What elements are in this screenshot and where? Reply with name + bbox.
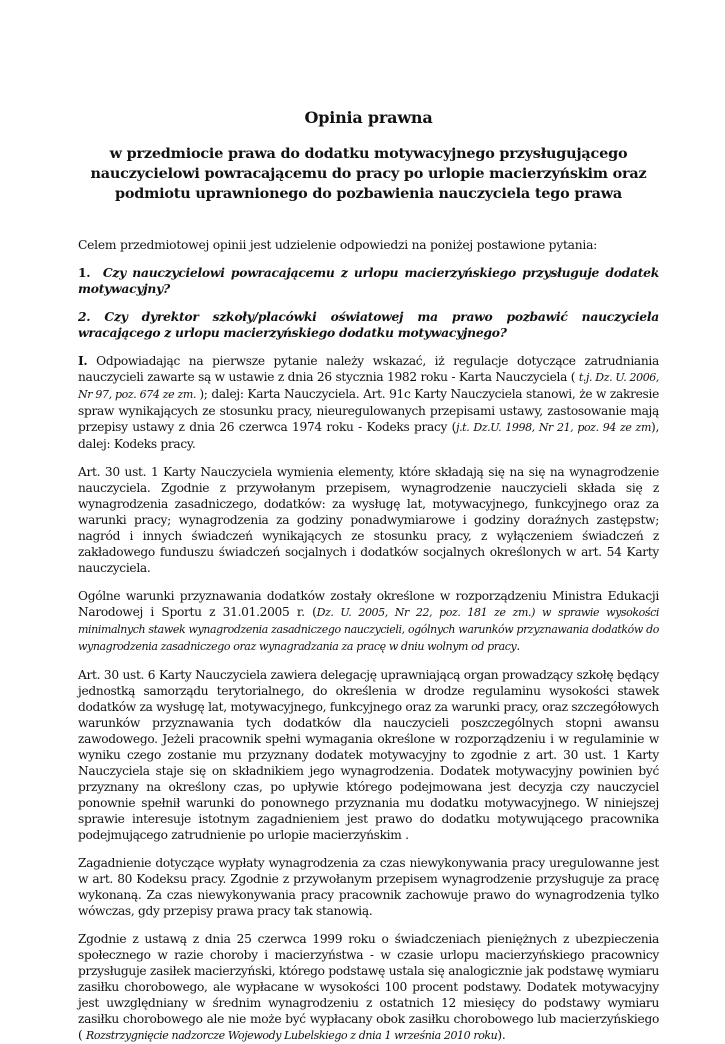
paragraph-2: Art. 30 ust. 1 Karty Nauczyciela wymienia elementy, które składają się na się na wynagrodzenie nauczyciela. Zgodnie z przywołanym przepisem, wynagrodzenie nauczycieli składa się z wynagrodzenia zasadniczego, dodatków: za wysługę lat, motywacyjnego, funkcyjnego oraz za warunki pracy; wynagrodzenia za godziny ponadwymiarowe i godziny doraźnych zastępstw; nagród i innych świadczeń wynikających ze stosunku pracy, z wyłączeniem świadczeń z zakładowego funduszu świadczeń socjalnych i dodatków socjalnych określonych w art. 54 Karty nauczyciela. [78,465,659,575]
paragraph-1 [78,353,659,452]
citation: j.t. Dz.U. 1998, Nr 21, poz. 94 ze zm [456,421,651,434]
question-2 [78,309,659,341]
paragraph-text: ); dalej: Karta Nauczyciela. Art. 91c Karty Nauczyciela stanowi, że w zakresie spraw wynikających ze stosunku pracy, nieuregulowanych przepisami ustawy, zastosowanie mają przepisy ustawy z dnia 26 czerwca 1974 roku - Kodeks pracy ( [78,387,659,434]
section-marker: I. [78,354,88,368]
paragraph-text: Ogólne warunki przyznawania dodatków zostały określone w rozporządzeniu Ministra Edukacji Narodowej i Sportu z 31.01.2005 r. ( [78,589,659,619]
paragraph-text: Zgodnie z ustawą z dnia 25 czerwca 1999 roku o świadczeniach pieniężnych z ubezpieczenia społecznego w razie choroby i macierzyństwa - w czasie urlopu macierzyńskiego pracownicy przysługuje zasiłek macierzyński, którego podstawę ustala się analogicznie jak podstawę wymiaru zasiłku chorobowego, ale wypłacane w wysokości 100 procent podstawy. Dodatek motywacyjny jest uwzględniany w średnim wynagrodzeniu z ostatnich 12 miesięcy do podstawy wymiaru zasiłku chorobowego ale nie może być wypłacany obok zasiłku chorobowego lub macierzyńskiego ( [78,932,659,1042]
intro-paragraph: Celem przedmiotowej opinii jest udzielenie odpowiedzi na poniżej postawione pytania: [78,238,598,252]
paragraph-text: ), dalej: Kodeks pracy. [78,420,660,451]
document-subtitle: w przedmiocie prawa do dodatku motywacyjnego przysługującego nauczycielowi powracającemu do pracy po urlopie macierzyńskim oraz podmiotu uprawnionego do pozbawienia nauczyciela tego prawa [90,145,647,202]
question-number: 1. [78,265,91,280]
paragraph-3 [78,588,659,655]
document-title: Opinia prawna [304,108,433,127]
paragraph-text: ). [497,1028,506,1042]
question-text: Czy nauczycielowi powracającemu z urlopu macierzyńskiego przysługuje dodatek motywacyjny? [78,265,659,296]
paragraph-6 [78,931,659,1044]
question-number: 2. [78,309,91,324]
citation: Dz. U. 2005, Nr 22, poz. 181 ze zm.) w sprawie wysokości minimalnych stawek wynagrodzenia zasadniczego nauczycieli, ogólnych warunków przyznawania dodatków do wynagrodzenia zasadniczego oraz wynagradzania za pracę w dniu wolnym od pracy [78,606,659,653]
paragraph-text: . [516,639,520,653]
question-1 [78,265,659,297]
paragraph-5: Zagadnienie dotyczące wypłaty wynagrodzenia za czas niewykonywania pracy uregulowanne jest w art. 80 Kodeksu pracy. Zgodnie z przywołanym przepisem wynagrodzenie przysługuje za pracę wykonaną. Za czas niewykonywania pracy pracownik zachowuje prawo do wynagrodzenia tylko wówczas, gdy przepisy prawa pracy tak stanowią. [78,856,659,918]
paragraph-4: Art. 30 ust. 6 Karty Nauczyciela zawiera delegację uprawniającą organ prowadzący szkołę będący jednostką samorządu terytorialnego, do określenia w drodze regulaminu wysokości stawek dodatków za wysługę lat, motywacyjnego, funkcyjnego oraz za warunki pracy, oraz szczegółowych warunków przyznawania tych dodatków dla nauczycieli poszczególnych stopni awansu zawodowego. Jeżeli pracownik spełni wymagania określone w rozporządzeniu i w regulaminie w wyniku czego zostanie mu przyznany dodatek motywacyjny to zgodnie z art. 30 ust. 1 Karty Nauczyciela staje się on składnikiem jego wynagrodzenia. Dodatek motywacyjny powinien być przyznany na określony czas, po upływie którego podejmowana jest decyzja czy nauczyciel ponownie spełnił warunki do ponownego przyznania mu dodatku motywacyjnego. W niniejszej sprawie interesuje istotnym zagadnieniem jest prawo do dodatku motywującego pracownika podejmującego zatrudnienie po urlopie macierzyńskim . [78,668,659,842]
question-text: Czy dyrektor szkoły/placówki oświatowej ma prawo pozbawić nauczyciela wracającego z urlopu macierzyńskiego dodatku motywacyjnego? [78,309,660,340]
citation: t.j. Dz. U. 2006, Nr 97, poz. 674 ze zm. [78,371,659,401]
paragraph-text: Odpowiadając na pierwsze pytanie należy wskazać, iż regulacje dotyczące zatrudniania nauczycieli zawarte są w ustawie z dnia 26 stycznia 1982 roku - Karta Nauczyciela ( [78,354,659,384]
citation: Rozstrzygnięcie nadzorcze Wojewody Lubelskiego z dnia 1 września 2010 roku [86,1029,498,1042]
